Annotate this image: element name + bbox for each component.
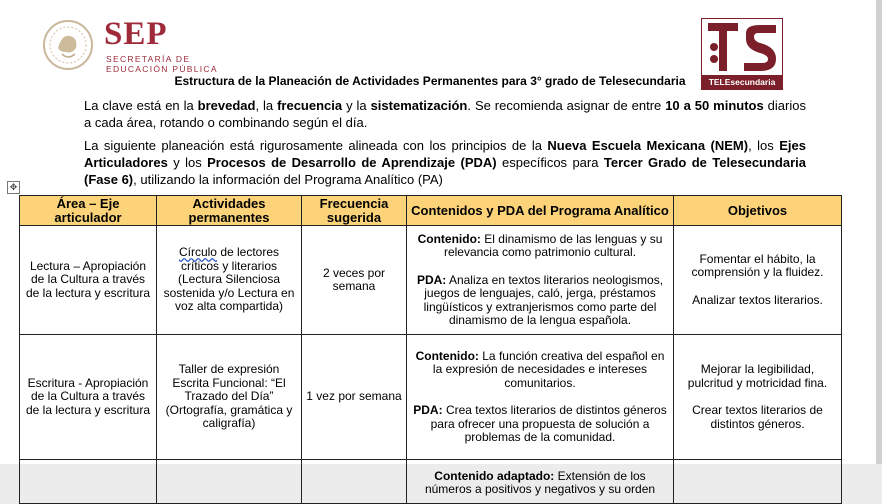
- header-contents: Contenidos y PDA del Programa Analítico: [407, 196, 674, 226]
- document-title: Estructura de la Planeación de Actividades Permanentes para 3° grado de Telesecundaria: [174, 74, 686, 88]
- mexico-seal-icon: [42, 18, 94, 72]
- cell-objectives: Mejorar la legibilidad, pulcritud y motricidad fina. Crear textos literarios de distintos géneros.: [674, 335, 842, 460]
- cell-frequency: [302, 460, 407, 504]
- header-objectives: Objetivos: [674, 196, 842, 226]
- cell-area: Escritura - Apropiación de la Cultura a través de la lectura y escritura: [20, 335, 157, 460]
- cell-area: [20, 460, 157, 504]
- intro-paragraph: La clave está en la brevedad, la frecuencia y la sistematización. Se recomienda asignar de entre 10 a 50 minutos diarios a cada área, rotando o combinando según el día.: [84, 98, 806, 130]
- cell-objectives: [674, 460, 842, 504]
- cell-contents: Contenido: La función creativa del español en la expresión de necesidades e intereses comunitarios. PDA: Crea textos literarios de distintos géneros para ofrecer una propuesta de solución a problemas de la comunidad.: [407, 335, 674, 460]
- sep-wordmark: SEP: [104, 16, 168, 52]
- table-move-handle-icon[interactable]: ✥: [7, 181, 20, 194]
- table-row: [20, 335, 842, 460]
- sep-logo: [42, 16, 242, 76]
- cell-contents: Contenido adaptado: Extensión de los números a positivos y negativos y su orden: [407, 460, 674, 504]
- header-frequency: Frecuencia sugerida: [302, 196, 407, 226]
- telesecundaria-label: TELEsecundaria: [702, 75, 782, 89]
- header-area: Área – Eje articulador: [20, 196, 157, 226]
- cell-activity: Círculo de lectores críticos y literarios (Lectura Silenciosa sostenida y/o Lectura en voz alta compartida): [157, 226, 302, 335]
- sep-subtitle: SECRETARÍA DE EDUCACIÓN PÚBLICA: [106, 54, 218, 74]
- activities-table: [19, 195, 842, 504]
- cell-area: Lectura – Apropiación de la Cultura a través de la lectura y escritura: [20, 226, 157, 335]
- cell-contents: Contenido: El dinamismo de las lenguas y su relevancia como patrimonio cultural. PDA: Analiza en textos literarios neologismos, juegos de lenguajes, caló, jerga, préstamos lingüísticos y extranjerismos como parte del dinamismo de la lengua española.: [407, 226, 674, 335]
- cell-frequency: 2 veces por semana: [302, 226, 407, 335]
- cell-activity: [157, 460, 302, 504]
- table-row: [20, 460, 842, 504]
- alignment-paragraph: La siguiente planeación está rigurosamente alineada con los principios de la Nueva Escuela Mexicana (NEM), los Ejes Articuladores y los Procesos de Desarrollo de Aprendizaje (PDA) específicos para Tercer Grado de Telesecundaria (Fase 6), utilizando la información del Programa Analítico (PA): [84, 138, 807, 187]
- cell-frequency: 1 vez por semana: [302, 335, 407, 460]
- cell-activity: Taller de expresión Escrita Funcional: “El Trazado del Día” (Ortografía, gramática y caligrafía): [157, 335, 302, 460]
- table-row: [20, 226, 842, 335]
- table-header-row: [20, 196, 842, 226]
- telesecundaria-icon: [702, 19, 782, 75]
- header-activities: Actividades permanentes: [157, 196, 302, 226]
- page-edge: [876, 0, 882, 464]
- cell-objectives: Fomentar el hábito, la comprensión y la fluidez. Analizar textos literarios.: [674, 226, 842, 335]
